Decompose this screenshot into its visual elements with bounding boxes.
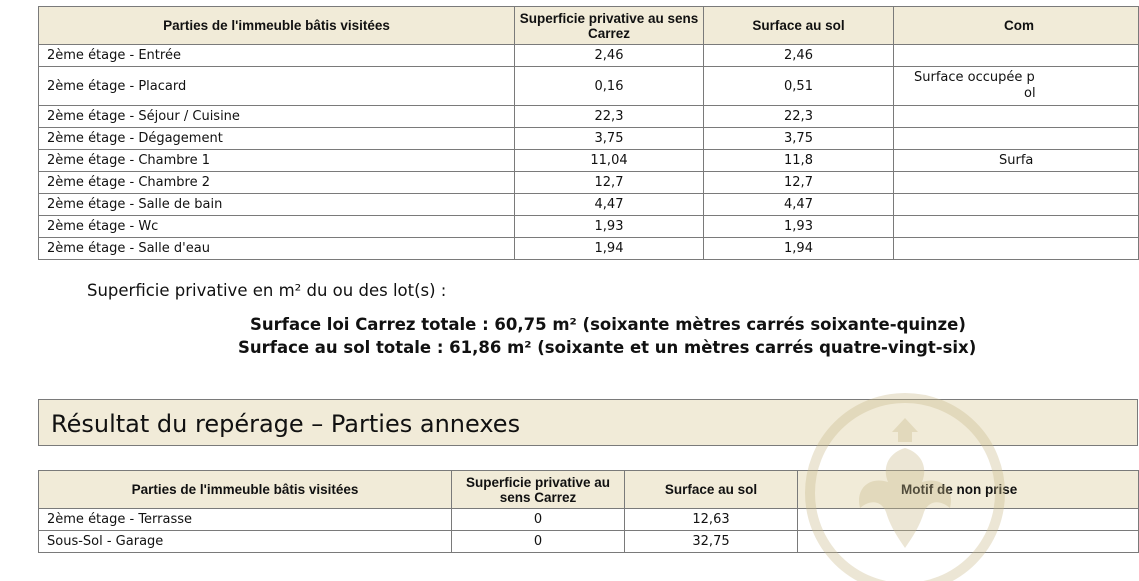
row-carrez: 4,47 [515, 194, 704, 216]
row-label: 2ème étage - Chambre 2 [39, 172, 515, 194]
row-carrez: 3,75 [515, 128, 704, 150]
row-label: 2ème étage - Chambre 1 [39, 150, 515, 172]
row-label: 2ème étage - Salle de bain [39, 194, 515, 216]
annexes-table [38, 470, 1139, 553]
table-header-row [39, 7, 1139, 45]
header-sol: Surface au sol [625, 471, 798, 509]
sol-total-text: Surface au sol totale : 61,86 m² (soixante et un mètres carrés quatre-vingt-six) [238, 338, 977, 357]
table-row [39, 150, 1139, 172]
row-sol: 2,46 [704, 45, 894, 67]
header-commentaire: Com [894, 7, 1139, 45]
row-comment-line1: Surface occupée p [914, 70, 1035, 85]
row-comment: Surfa [894, 150, 1139, 172]
row-comment [894, 216, 1139, 238]
row-sol: 12,63 [625, 509, 798, 531]
row-label: 2ème étage - Séjour / Cuisine [39, 106, 515, 128]
header-parties: Parties de l'immeuble bâtis visitées [39, 471, 452, 509]
row-carrez: 1,93 [515, 216, 704, 238]
row-carrez: 0,16 [515, 67, 704, 106]
header-carrez: Superficie privative au sens Carrez [515, 7, 704, 45]
row-label: Sous-Sol - Garage [39, 531, 452, 553]
table-row [39, 238, 1139, 260]
annexes-section-title: Résultat du repérage – Parties annexes [51, 410, 521, 438]
row-label: 2ème étage - Wc [39, 216, 515, 238]
row-sol: 0,51 [704, 67, 894, 106]
header-carrez: Superficie privative au sens Carrez [452, 471, 625, 509]
summary-lead-text: Superficie privative en m² du ou des lot(s) : [87, 281, 447, 300]
row-sol: 1,94 [704, 238, 894, 260]
row-comment [894, 172, 1139, 194]
row-sol: 11,8 [704, 150, 894, 172]
header-parties: Parties de l'immeuble bâtis visitées [39, 7, 515, 45]
table-row [39, 172, 1139, 194]
row-carrez: 0 [452, 509, 625, 531]
row-comment [894, 67, 1139, 106]
row-comment-line2: ol [1024, 86, 1036, 101]
row-label: 2ème étage - Entrée [39, 45, 515, 67]
table-header-row [39, 471, 1139, 509]
row-motif [798, 509, 1139, 531]
annexes-section-banner [38, 399, 1138, 446]
header-motif: Motif de non prise [798, 471, 1139, 509]
table-row [39, 106, 1139, 128]
row-sol: 3,75 [704, 128, 894, 150]
row-sol: 4,47 [704, 194, 894, 216]
table-row [39, 531, 1139, 553]
row-carrez: 22,3 [515, 106, 704, 128]
row-comment [894, 45, 1139, 67]
row-label: 2ème étage - Dégagement [39, 128, 515, 150]
row-carrez: 12,7 [515, 172, 704, 194]
table-row [39, 216, 1139, 238]
row-sol: 22,3 [704, 106, 894, 128]
table-row [39, 194, 1139, 216]
row-motif [798, 531, 1139, 553]
row-sol: 1,93 [704, 216, 894, 238]
table-row [39, 128, 1139, 150]
carrez-total-text: Surface loi Carrez totale : 60,75 m² (soixante mètres carrés soixante-quinze) [250, 315, 966, 334]
row-comment [894, 238, 1139, 260]
row-label: 2ème étage - Salle d'eau [39, 238, 515, 260]
table-row [39, 509, 1139, 531]
row-carrez: 2,46 [515, 45, 704, 67]
row-sol: 32,75 [625, 531, 798, 553]
header-sol: Surface au sol [704, 7, 894, 45]
row-comment [894, 194, 1139, 216]
row-comment [894, 128, 1139, 150]
main-surface-table [38, 6, 1139, 260]
row-comment [894, 106, 1139, 128]
table-row [39, 45, 1139, 67]
row-carrez: 11,04 [515, 150, 704, 172]
table-row [39, 67, 1139, 106]
row-carrez: 1,94 [515, 238, 704, 260]
row-carrez: 0 [452, 531, 625, 553]
row-sol: 12,7 [704, 172, 894, 194]
row-label: 2ème étage - Placard [39, 67, 515, 106]
row-label: 2ème étage - Terrasse [39, 509, 452, 531]
